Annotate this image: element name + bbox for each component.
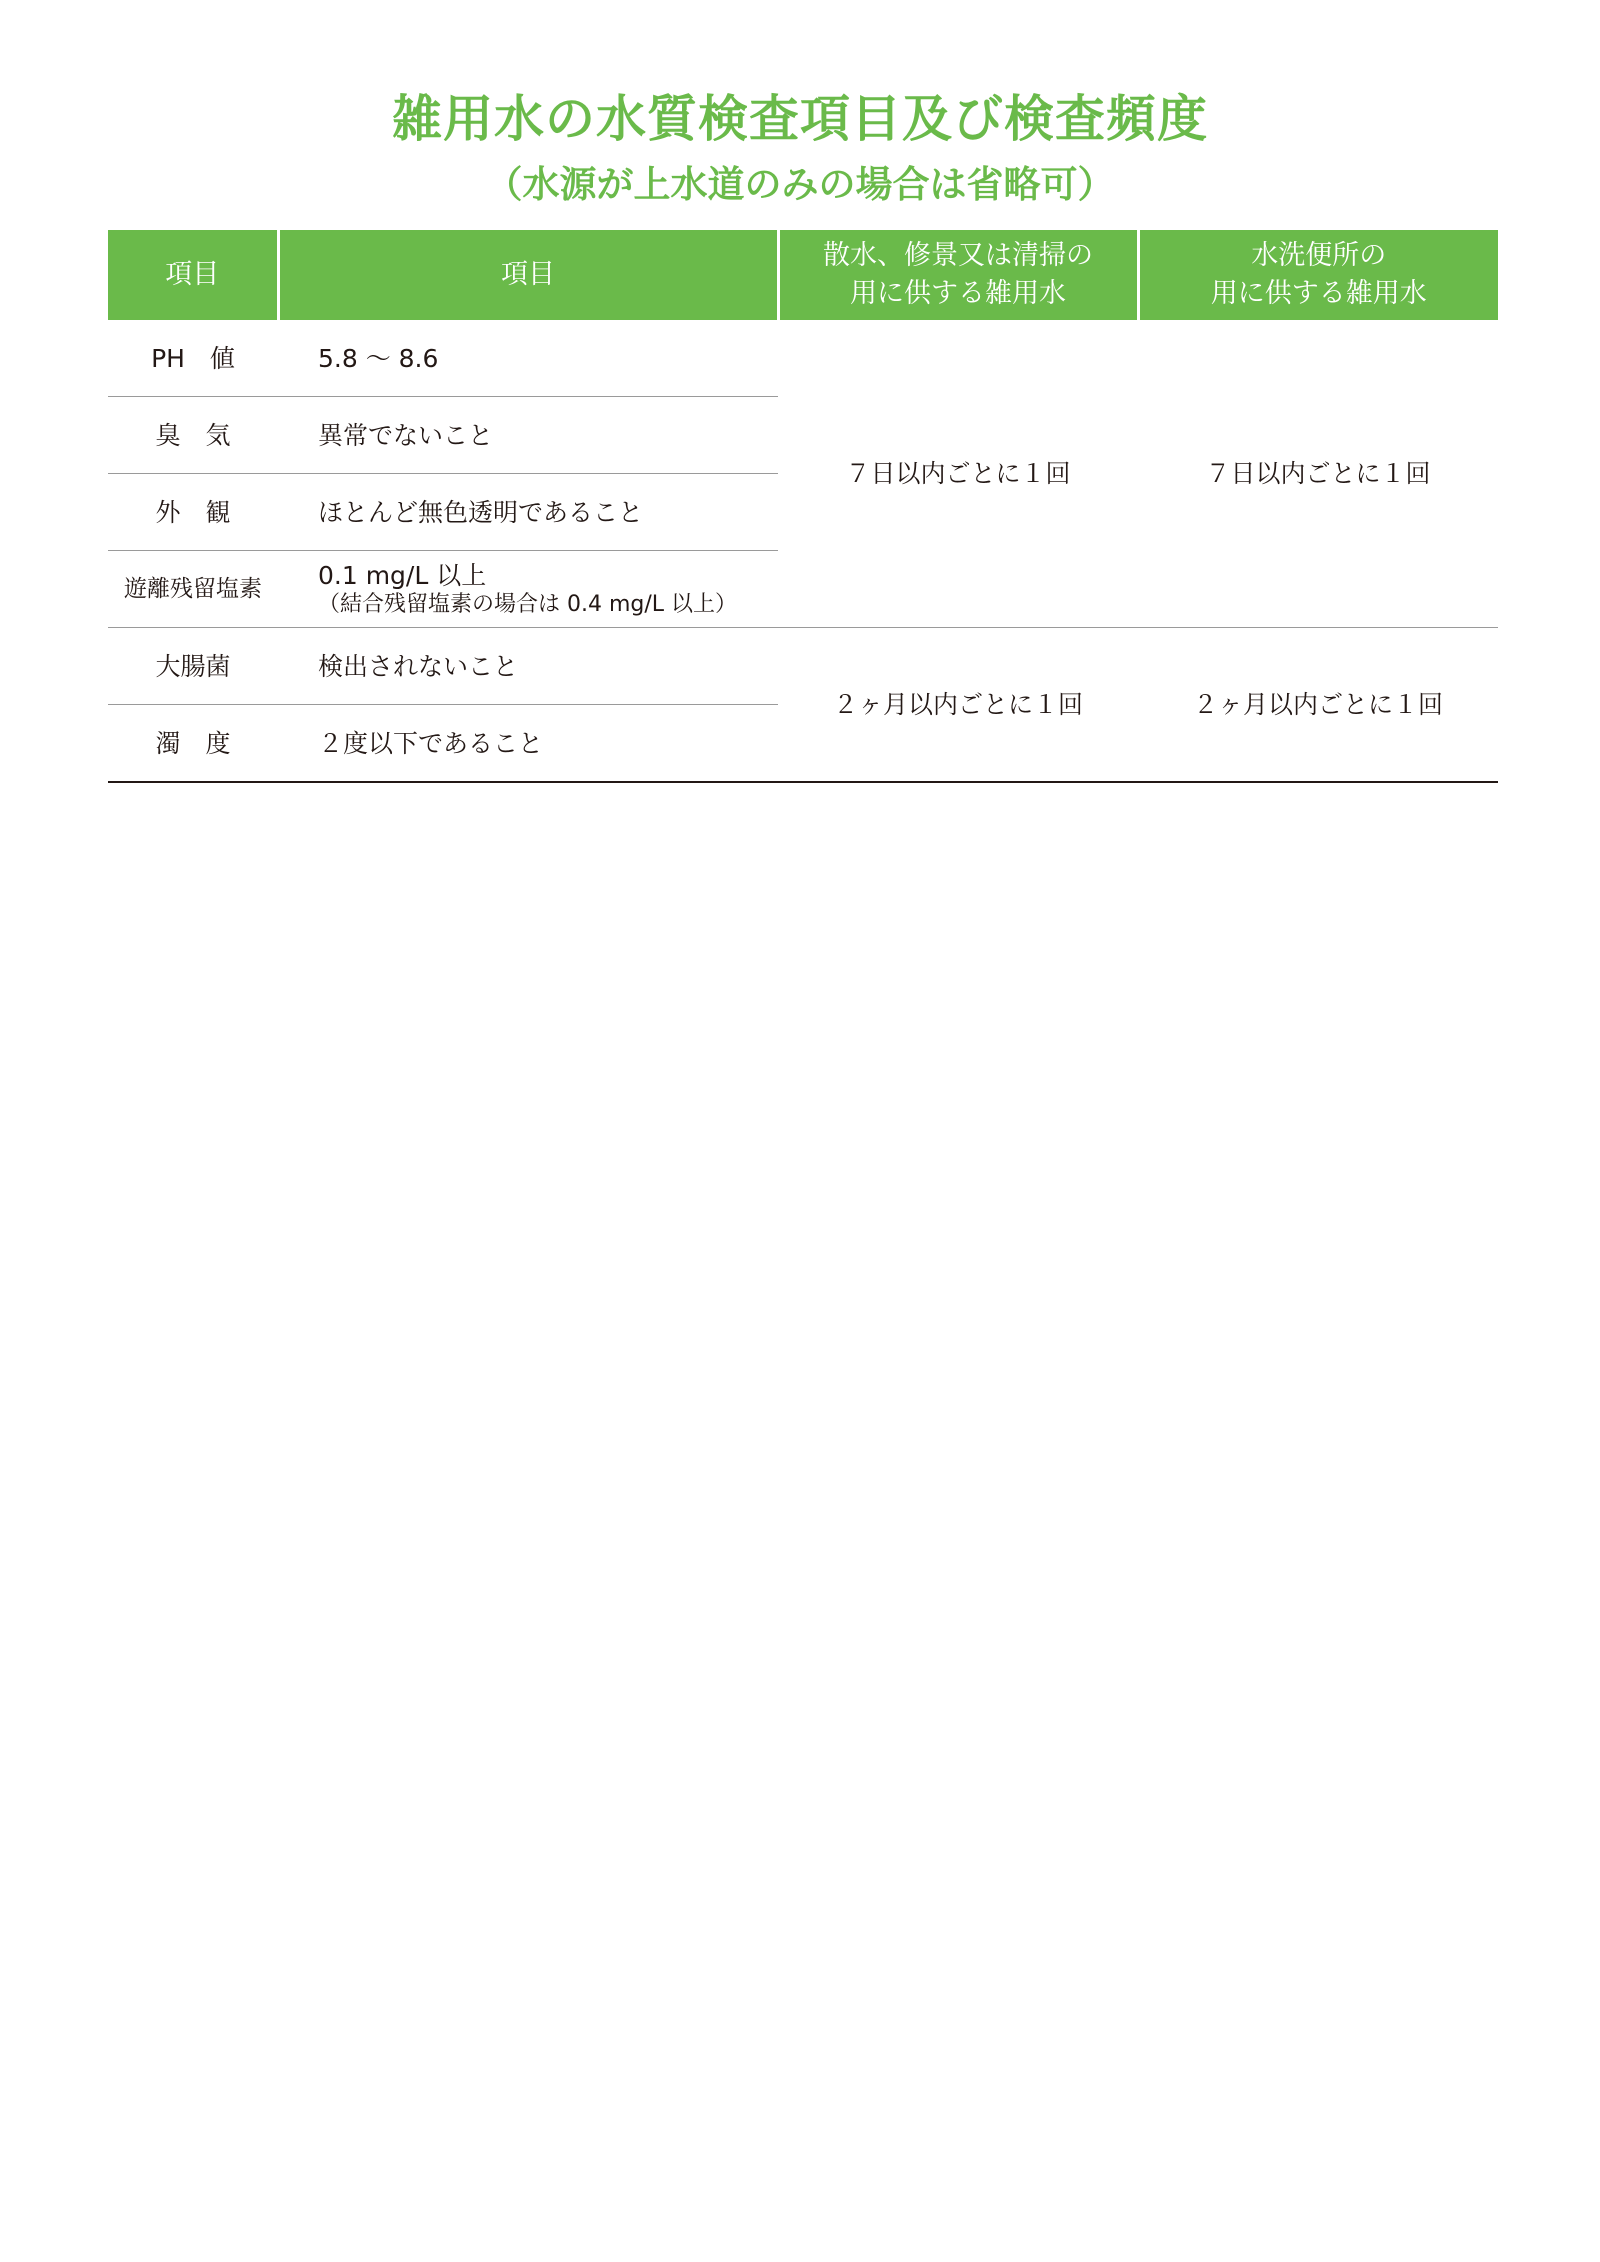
header-sprinkle-use — [778, 230, 1138, 320]
row-value: 異常でないこと — [278, 397, 778, 474]
page-title: 雑用水の水質検査項目及び検査頻度 — [392, 90, 1208, 148]
row-item: 外 観 — [108, 474, 278, 551]
header-standard: 項目 — [278, 230, 778, 320]
row-item: 臭 気 — [108, 397, 278, 474]
row-value: ２度以下であること — [278, 705, 778, 783]
row-item: PH 値 — [108, 320, 278, 397]
header-sprinkle-line1: 散水、修景又は清掃の — [823, 240, 1093, 271]
header-sprinkle-line2: 用に供する雑用水 — [850, 278, 1066, 309]
header-toilet-line1: 水洗便所の — [1251, 240, 1387, 271]
row-value: 5.8 ～ 8.6 — [278, 320, 778, 397]
row-item: 大腸菌 — [108, 628, 278, 705]
water-quality-table — [108, 230, 1498, 783]
row-item: 遊離残留塩素 — [108, 551, 278, 628]
header-toilet-line2: 用に供する雑用水 — [1210, 278, 1427, 309]
row-value-note: （結合残留塩素の場合は 0.4 mg/L 以上） — [318, 591, 738, 617]
row-value: 検出されないこと — [278, 628, 778, 705]
row-item: 濁 度 — [108, 705, 278, 783]
row-value-main: 0.1 mg/L 以上 — [318, 560, 487, 590]
freq-toilet: ２ヶ月以内ごとに１回 — [1138, 628, 1498, 783]
header-toilet-use — [1138, 230, 1498, 320]
freq-toilet: ７日以内ごとに１回 — [1138, 320, 1498, 628]
header-item: 項目 — [108, 230, 278, 320]
freq-sprinkle: ２ヶ月以内ごとに１回 — [778, 628, 1138, 783]
table-row — [108, 628, 1498, 705]
row-value: ほとんど無色透明であること — [278, 474, 778, 551]
page-subtitle: （水源が上水道のみの場合は省略可） — [485, 163, 1115, 206]
freq-sprinkle: ７日以内ごとに１回 — [778, 320, 1138, 628]
table-row — [108, 320, 1498, 397]
row-value — [278, 551, 778, 628]
table-header-row — [108, 230, 1498, 320]
